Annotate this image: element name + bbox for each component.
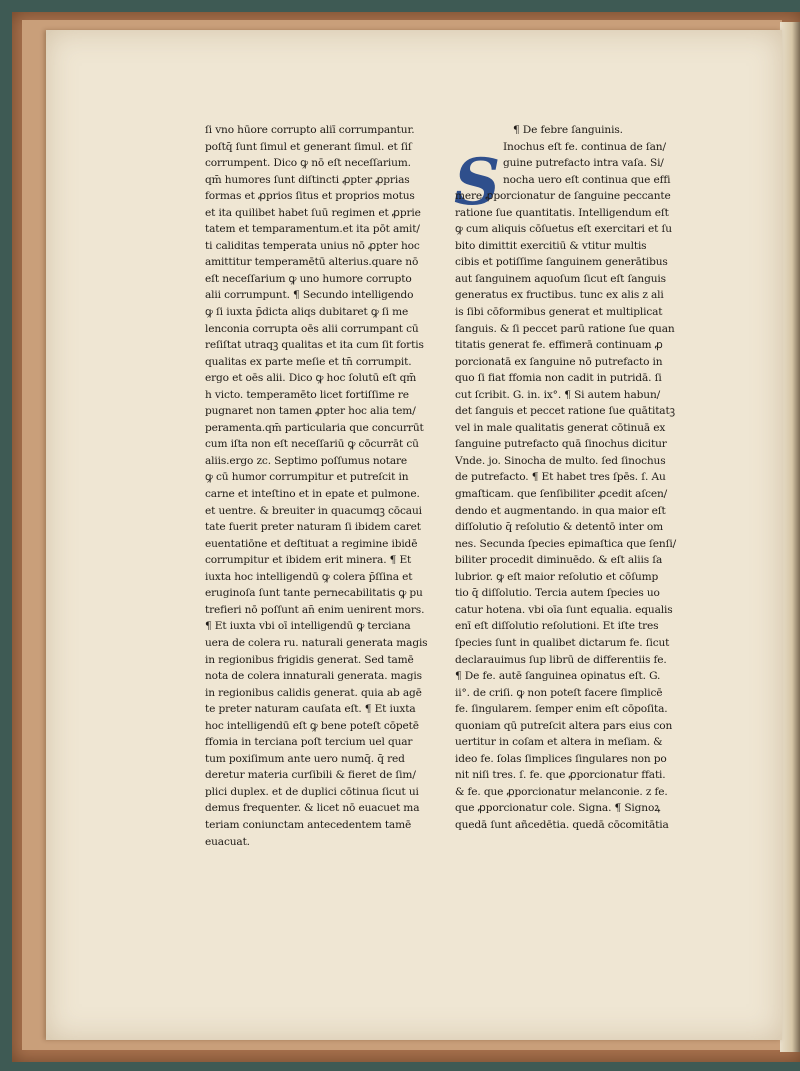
left-text-column xyxy=(205,122,440,850)
text-line: diſſolutio q̄ reſolutio & detentō inter om xyxy=(455,521,664,534)
text-line: trefieri nō poſſunt an̄ enim uenirent mors. xyxy=(205,603,425,616)
text-line: Inochus eſt fe. continua de ſan/ xyxy=(503,140,666,153)
text-line: fe. ſingularem. ſemper enim eſt cōpoſita. xyxy=(455,703,668,716)
text-line: ꝙ cū humor corrumpitur et putreſcit in xyxy=(205,471,409,484)
right-text-column xyxy=(455,122,685,834)
decorated-initial: S xyxy=(454,145,501,220)
text-line: vel in male qualitatis generat cōtinuā ex xyxy=(455,421,666,434)
text-line: euacuat. xyxy=(205,835,250,848)
text-line: eruginoſa ſunt tante pernecabilitatis ꝙ pu xyxy=(205,587,423,600)
text-line: tum poxiſimum ante uero numq̄. q̄ red xyxy=(205,752,405,765)
text-line: ¶ De fe. autē ſanguinea opinatus eſt. G. xyxy=(455,670,661,683)
text-line: corrumpent. Dico ꝙ nō eſt neceſſarium. xyxy=(205,157,411,170)
text-line: ti caliditas temperata unius nō ꝓpter hoc xyxy=(205,239,420,252)
text-line: gmaſticam. que ſenſibiliter ꝓcedit aſcen/ xyxy=(455,488,668,501)
text-line: mere ꝓporcionatur de ſanguine peccante xyxy=(455,190,671,203)
text-line: aut ſanguinem aquoſum ſicut eſt ſanguis xyxy=(455,272,666,285)
text-line: demus frequenter. & licet nō euacuet ma xyxy=(205,802,420,815)
text-line: de putrefacto. ¶ Et habet tres ſpēs. ſ. Au xyxy=(455,471,666,484)
text-line: tate fuerit preter naturam ſi ibidem caret xyxy=(205,521,421,534)
text-line: que ꝓporcionatur cole. Signa. ¶ Signoꝝ xyxy=(455,802,661,815)
text-line: is ſibi cōformibus generat et multiplicat xyxy=(455,306,663,319)
text-line: peramenta.qm̄ particularia que concurrūt xyxy=(205,421,424,434)
text-line: ſpecies ſunt in qualibet dictarum fe. ſicut xyxy=(455,636,670,649)
text-line: Vnde. jo. Sinocha de multo. ſed ſinochus xyxy=(455,454,666,467)
text-line: euentatiōne et deſtituat a regimine ibidē xyxy=(205,537,418,550)
text-line: aliis.ergo zc. Septimo poſſumus notare xyxy=(205,454,408,467)
text-line: quedā ſunt añcedētia. quedā cōcomitātia xyxy=(455,818,669,831)
text-line: lubrior. ꝙ eſt maior reſolutio et cōſump xyxy=(455,570,659,583)
text-line: ¶ Et iuxta vbi oī intelligendū ꝙ terciana xyxy=(205,620,411,633)
text-line: ꝙ cum aliquis cōſuetus eſt exercitari et ſu xyxy=(455,223,672,236)
text-line: generatus ex fructibus. tunc ex alis z ali xyxy=(455,289,664,302)
text-line: te preter naturam cauſata eſt. ¶ Et iuxta xyxy=(205,703,416,716)
text-line: ratione ſue quantitatis. Intelligendum eſt xyxy=(455,206,669,219)
text-line: alii corrumpunt. ¶ Secundo intelligendo xyxy=(205,289,414,302)
text-line: quo ſi fiat ffomia non cadit in putridā. ſi xyxy=(455,372,662,385)
text-line: nocha uero eſt continua que effi xyxy=(503,173,671,186)
text-line: cum iſta non eſt neceſſariū ꝙ cōcurrāt cū xyxy=(205,438,419,451)
text-line: ideo fe. ſolas ſimplices ſingulares non po xyxy=(455,752,667,765)
text-line: amittitur temperamētū alterius.quare nō xyxy=(205,256,419,269)
text-line: ii°. de criſi. ꝙ non poteſt facere ſimplicē xyxy=(455,686,663,699)
text-line: catur hotena. vbi oīa ſunt equalia. equalis xyxy=(455,603,673,616)
text-line: nes. Secunda ſpecies epimaſtica que ſenſi/ xyxy=(455,537,677,550)
text-line: ffomia in terciana poſt tercium uel quar xyxy=(205,736,413,749)
text-line: enī eſt diſſolutio reſolutioni. Et iſte tres xyxy=(455,620,659,633)
text-line: qualitas ex parte meſie et tn̄ corrumpit. xyxy=(205,355,412,368)
text-line: et uentre. & breuiter in quacumqꝫ cōcaui xyxy=(205,504,422,517)
text-line: bito dimittit exercitiū & vtitur multis xyxy=(455,239,647,252)
text-line: quoniam qū putreſcit altera pars eius con xyxy=(455,719,673,732)
text-line: ergo et oēs alii. Dico ꝙ hoc ſolutū eſt qm̄ xyxy=(205,372,417,385)
text-line: ſanguis. & ſi peccet parū ratione ſue quan xyxy=(455,322,675,335)
text-line: in regionibus frigidis generat. Sed tamē xyxy=(205,653,414,666)
text-line: eſt neceſſarium ꝙ uno humore corrupto xyxy=(205,272,412,285)
text-line: reſiſtat utraqꝫ qualitas et ita cum ſit fortis xyxy=(205,339,424,352)
text-line: tatem et temparamentum.et ita pōt amit/ xyxy=(205,223,420,236)
text-line: ꝙ ſi iuxta p̄dicta aliqs dubitaret ꝙ ſi me xyxy=(205,306,409,319)
text-line: titatis generat fe. effimerā continuam ꝓ xyxy=(455,339,663,352)
text-line: h victo. temperamēto licet fortiſſime re xyxy=(205,388,409,401)
text-line: biliter procedit diminuēdo. & eſt aliis ſa xyxy=(455,554,663,567)
text-line: nota de colera innaturali generata. magis xyxy=(205,670,422,683)
text-line: teriam coniunctam antecedentem tamē xyxy=(205,818,412,831)
text-line: poſtq̄ ſunt ſimul et generant ſimul. et ſiſ xyxy=(205,140,412,153)
text-line: formas et ꝓprios ſitus et proprios motus xyxy=(205,190,415,203)
text-line: pugnaret non tamen ꝓpter hoc alia tem/ xyxy=(205,405,416,418)
text-line: guine putrefacto intra vaſa. Si/ xyxy=(503,157,664,170)
text-line: & fe. que ꝓporcionatur melanconie. z fe. xyxy=(455,785,668,798)
text-line: ſanguine putrefacto quā ſinochus dicitur xyxy=(455,438,667,451)
text-line: declarauimus ſup librū de differentiis fe. xyxy=(455,653,667,666)
text-line: det ſanguis et peccet ratione ſue quātitatꝫ xyxy=(455,405,675,418)
text-line: iuxta hoc intelligendū ꝙ colera p̄ſſina et xyxy=(205,570,413,583)
text-line: cut ſcribit. G. in. ix°. ¶ Si autem habun/ xyxy=(455,388,661,401)
section-heading: ¶ De febre ſanguinis. xyxy=(513,124,623,136)
text-line: nit niſi tres. ſ. fe. que ꝓporcionatur ffati. xyxy=(455,769,666,782)
text-line: plici duplex. et de duplici cōtinua ſicut ui xyxy=(205,785,419,798)
text-line: lenconia corrupta oēs alii corrumpant cū xyxy=(205,322,419,335)
text-line: ſi vno hūore corrupto aliī corrumpantur. xyxy=(205,124,415,136)
text-line: et ita quilibet habet ſuū regimen et ꝓprie xyxy=(205,206,421,219)
text-line: porcionatā ex ſanguine nō putrefacto in xyxy=(455,355,663,368)
facing-page-edge xyxy=(780,22,800,1052)
text-line: carne et inteſtino et in epate et pulmone. xyxy=(205,488,420,501)
text-line: tio q̄ diſſolutio. Tercia autem ſpecies uo xyxy=(455,587,660,600)
text-line: corrumpitur et ibidem erit minera. ¶ Et xyxy=(205,554,412,567)
text-line: qm̄ humores ſunt diſtincti ꝓpter ꝓprias xyxy=(205,173,410,186)
text-line: dendo et augmentando. in qua maior eſt xyxy=(455,504,666,517)
text-line: uera de colera ru. naturali generata magis xyxy=(205,636,428,649)
text-line: deretur materia curſibili & fieret de ſim/ xyxy=(205,769,416,782)
text-line: hoc intelligendū eſt ꝙ bene poteſt cōpetē xyxy=(205,719,419,732)
text-line: cibis et potiſſime ſanguinem generātibus xyxy=(455,256,668,269)
text-line: uertitur in coſam et altera in meſiam. & xyxy=(455,736,663,749)
text-line: in regionibus calidis generat. quia ab agē xyxy=(205,686,422,699)
